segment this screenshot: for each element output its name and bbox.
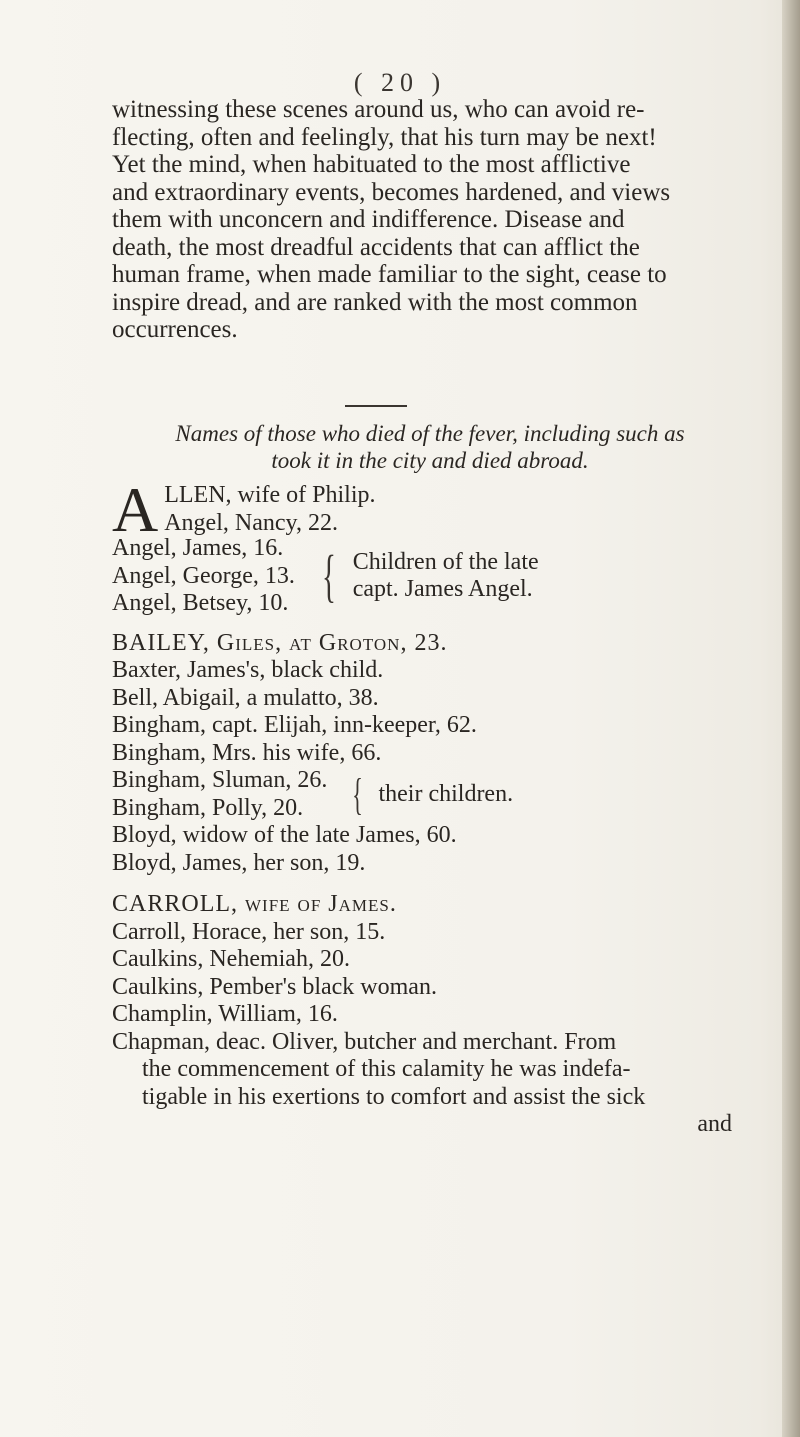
list-entry-allen xyxy=(112,482,752,537)
spacer xyxy=(112,618,752,630)
intro-line: Yet the mind, when habituated to the most afflictive xyxy=(112,151,631,178)
drop-cap: A xyxy=(112,482,159,537)
catchword: and xyxy=(697,1111,732,1137)
list-entry-chapman: Chapman, deac. Oliver, butcher and merchant. From xyxy=(112,1028,617,1055)
list-entry: Angel, George, 13. xyxy=(112,562,295,589)
heading-line-2: took it in the city and died abroad. xyxy=(271,448,589,473)
angel-family-group xyxy=(164,510,752,538)
brace-glyph: { xyxy=(352,769,364,819)
list-entry-chapman-cont: tigable in his exertions to comfort and assist the sick xyxy=(142,1083,646,1110)
intro-line: occurrences. xyxy=(112,316,238,343)
list-entry: Bingham, capt. Elijah, inn-keeper, 62. xyxy=(112,712,477,738)
intro-paragraph xyxy=(112,96,742,344)
list-entry: Angel, Nancy, 22. xyxy=(164,509,338,536)
list-entry: Angel, Betsey, 10. xyxy=(112,590,289,616)
intro-line: and extraordinary events, becomes hardened, and views xyxy=(112,178,671,206)
spacer xyxy=(112,877,752,891)
angel-children-group xyxy=(112,535,752,618)
list-entry: Baxter, James's, black child. xyxy=(112,657,384,683)
list-entry: Champlin, William, 16. xyxy=(112,1001,338,1027)
note-line: capt. James Angel. xyxy=(352,576,533,603)
intro-line: flecting, often and feelingly, that his turn may be next! xyxy=(112,123,657,151)
brace-glyph: { xyxy=(321,543,336,609)
section-rule xyxy=(345,405,407,407)
angel-children-names xyxy=(112,535,295,618)
list-entry: Caulkins, Nehemiah, 20. xyxy=(112,946,350,972)
heading-line-1: Names of those who died of the fever, including such as xyxy=(175,421,685,446)
intro-line: inspire dread, and are ranked with the most common xyxy=(112,288,638,316)
list-entry: Bingham, Sluman, 26. xyxy=(112,767,328,793)
list-entry: Bloyd, James, her son, 19. xyxy=(112,849,366,876)
entry-text: LLEN, wife of Philip. xyxy=(164,482,376,508)
list-entry-carroll: CARROLL, wife of James. xyxy=(112,891,397,917)
list-entry: Angel, James, 16. xyxy=(112,535,284,561)
note-line: Children of the late xyxy=(352,548,539,575)
deaths-list xyxy=(112,482,752,1139)
intro-line: them with unconcern and indifference. Disease and xyxy=(112,206,625,233)
book-spine-edge xyxy=(782,0,800,1437)
section-heading xyxy=(110,420,750,474)
angel-group-note xyxy=(353,549,539,604)
list-entry-bailey: BAILEY, Giles, at Groton, 23. xyxy=(112,629,448,656)
bingham-children-group xyxy=(112,767,752,822)
bingham-children-names xyxy=(112,767,327,822)
angel-names xyxy=(164,510,338,538)
list-entry: Bingham, Polly, 20. xyxy=(112,794,304,821)
list-entry: Bell, Abigail, a mulatto, 38. xyxy=(112,684,379,711)
intro-line: death, the most dreadful accidents that can afflict the xyxy=(112,233,640,261)
list-entry: Bingham, Mrs. his wife, 66. xyxy=(112,739,382,766)
list-entry: Bloyd, widow of the late James, 60. xyxy=(112,822,457,848)
bingham-group-note: their children. xyxy=(378,780,514,807)
intro-line: human frame, when made familiar to the sight, cease to xyxy=(112,261,667,288)
intro-line: witnessing these scenes around us, who can avoid re- xyxy=(112,96,645,123)
page-number: ( 20 ) xyxy=(353,68,447,97)
list-entry-chapman-cont: the commencement of this calamity he was indefa- xyxy=(142,1056,631,1082)
list-entry: Carroll, Horace, her son, 15. xyxy=(112,918,386,945)
list-entry: Caulkins, Pember's black woman. xyxy=(112,973,437,1000)
